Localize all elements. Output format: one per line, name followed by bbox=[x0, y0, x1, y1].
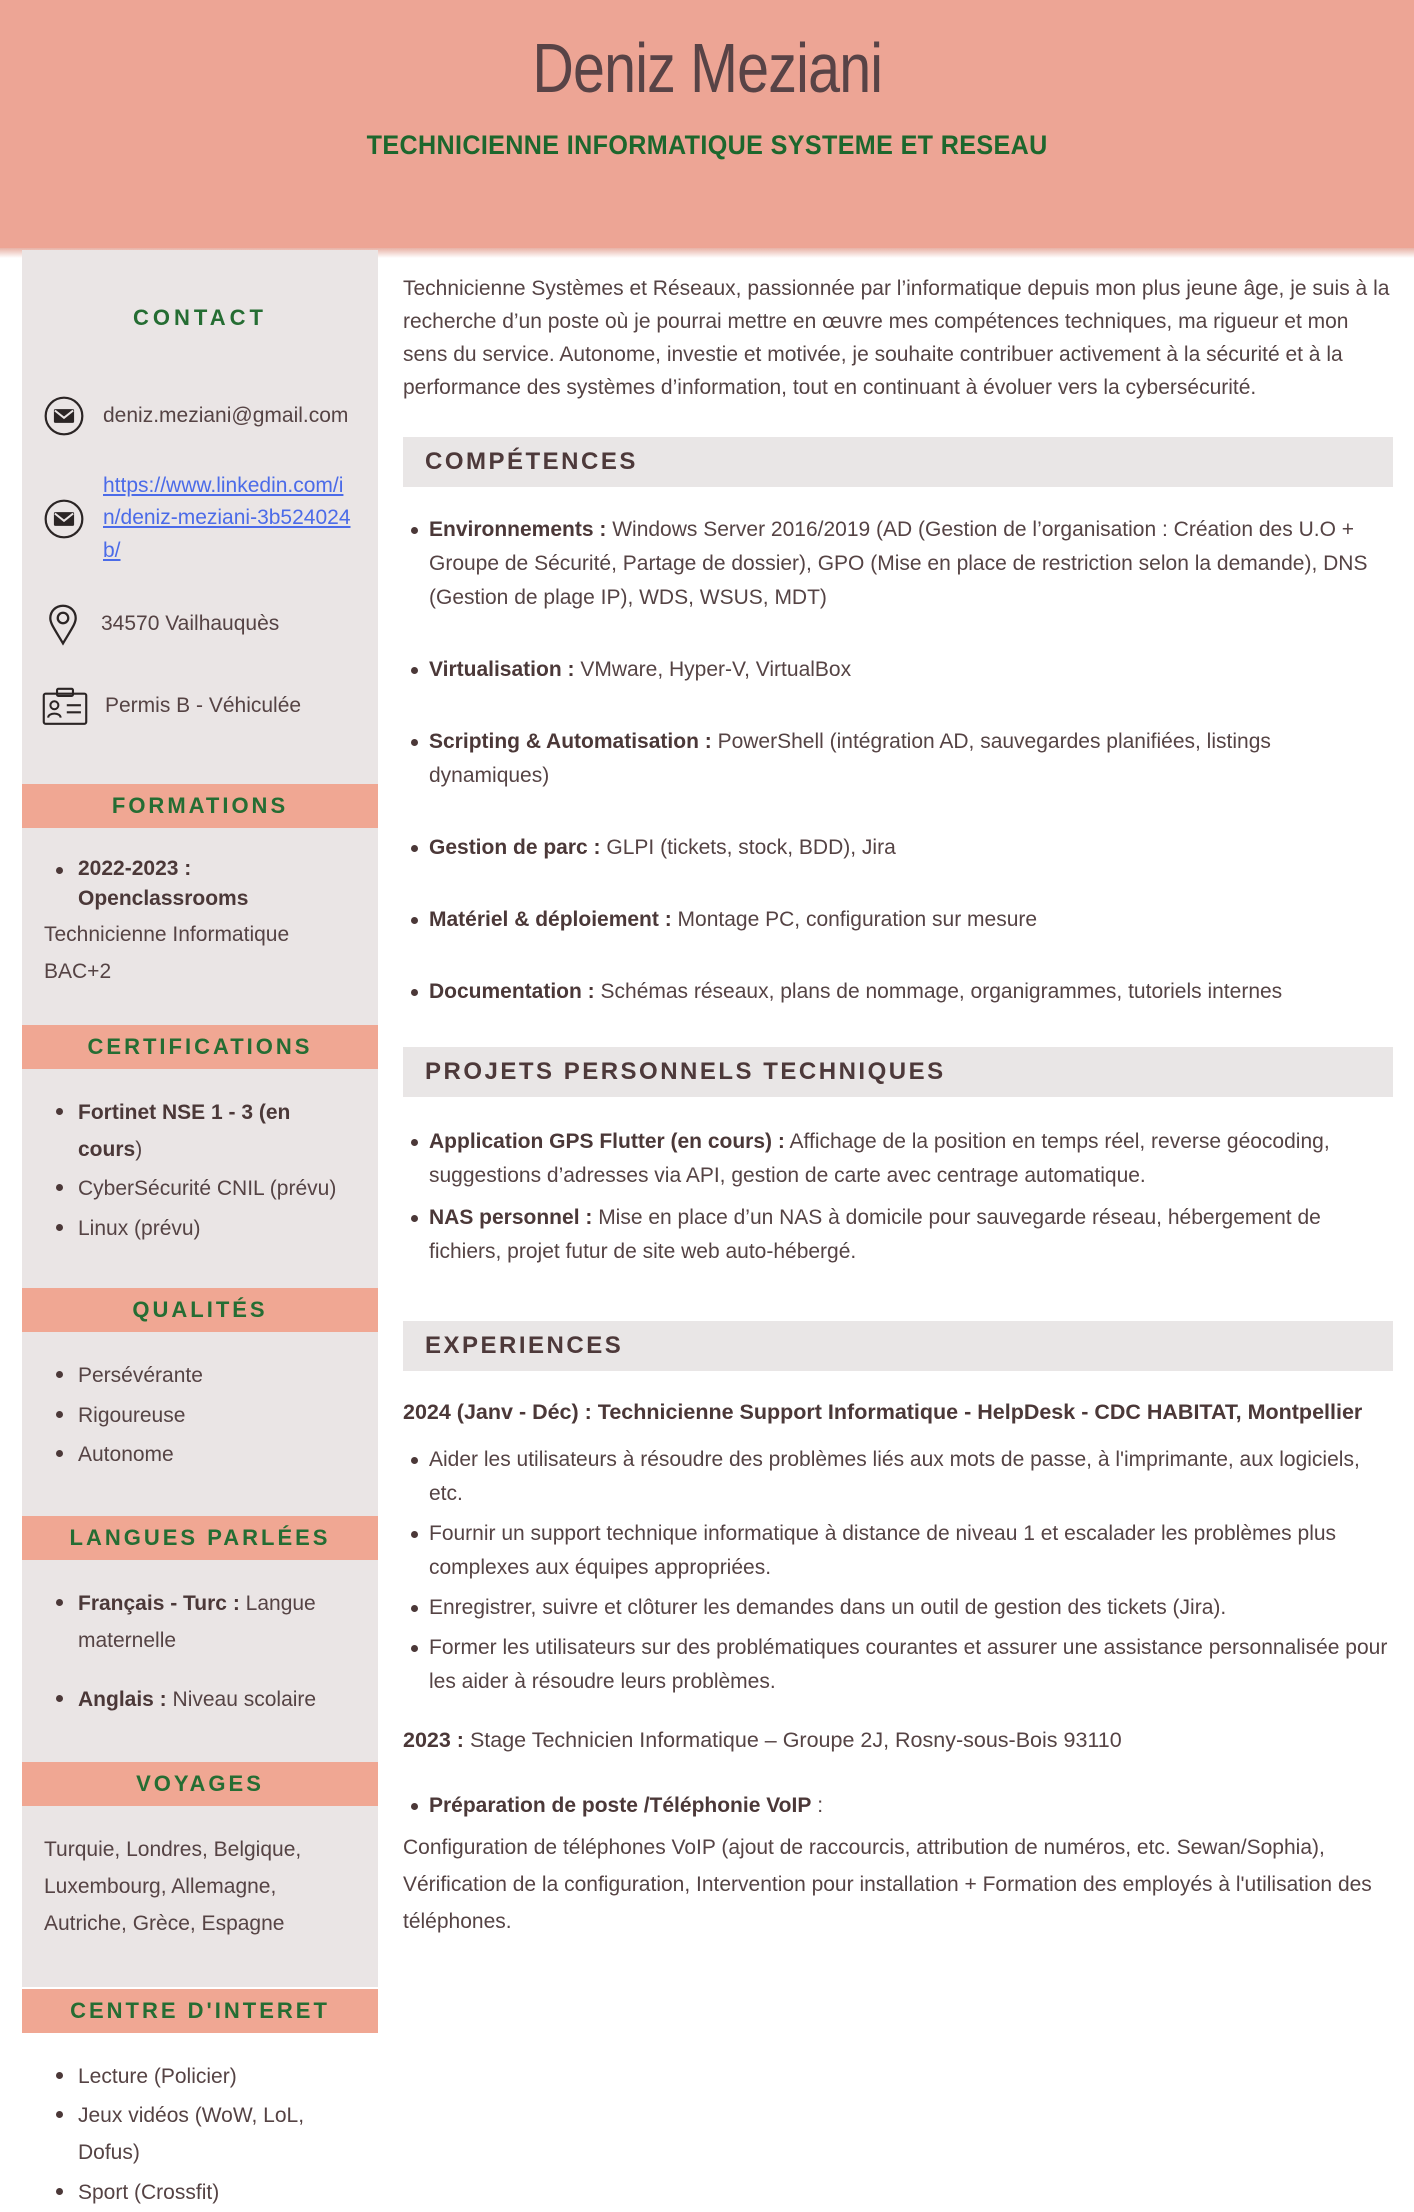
qualities-block bbox=[22, 1332, 378, 1474]
certification-item: CyberSécurité CNIL (prévu) bbox=[44, 1171, 356, 1208]
contact-linkedin-row bbox=[22, 470, 378, 568]
permit-text: Permis B - Véhiculée bbox=[105, 694, 302, 718]
projects-section-header bbox=[403, 1047, 1393, 1097]
interests-block bbox=[22, 2033, 378, 2212]
main-column bbox=[403, 250, 1393, 1940]
formation-item: 2022-2023 : Openclassrooms bbox=[44, 854, 356, 915]
project-item: Application GPS Flutter (en cours) : Affichage de la position en temps réel, reverse géocoding, suggestions d’adresses via API, gestion de carte avec centrage automatique. bbox=[403, 1125, 1393, 1193]
duty-item: Aider les utilisateurs à résoudre des problèmes liés aux mots de passe, à l'imprimante, aux logiciels, etc. bbox=[403, 1443, 1393, 1511]
person-name: Deniz Meziani bbox=[532, 29, 882, 107]
travels-section-title: VOYAGES bbox=[22, 1762, 378, 1806]
envelope-icon bbox=[42, 497, 86, 541]
interest-item: Jeux vidéos (WoW, LoL, Dofus) bbox=[44, 2098, 356, 2172]
contact-email-row bbox=[22, 394, 378, 438]
sidebar bbox=[22, 250, 378, 2204]
certification-item: Linux (prévu) bbox=[44, 1211, 356, 1248]
quality-item: Rigoureuse bbox=[44, 1398, 356, 1435]
projects-section-title: PROJETS PERSONNELS TECHNIQUES bbox=[425, 1058, 946, 1085]
job-heading-2024: 2024 (Janv - Déc) : Technicienne Support Informatique - HelpDesk - CDC HABITAT, Montpellier bbox=[403, 1400, 1363, 1424]
location-text: 34570 Vailhauquès bbox=[101, 612, 280, 636]
language-item: Anglais : Niveau scolaire bbox=[44, 1682, 356, 1719]
skills-section-title: COMPÉTENCES bbox=[425, 448, 638, 475]
formation-line: BAC+2 bbox=[44, 960, 112, 984]
skill-item: Matériel & déploiement : Montage PC, configuration sur mesure bbox=[403, 903, 1393, 937]
duty-item: Préparation de poste /Téléphonie VoIP : bbox=[403, 1789, 1393, 1823]
travels-text: Turquie, Londres, Belgique, Luxembourg, Allemagne, Autriche, Grèce, Espagne bbox=[44, 1838, 302, 1935]
skill-item: Scripting & Automatisation : PowerShell (intégration AD, sauvegardes planifiées, listings dynamiques) bbox=[403, 725, 1393, 793]
languages-section-title: LANGUES PARLÉES bbox=[22, 1516, 378, 1560]
job-2023-description: Configuration de téléphones VoIP (ajout de raccourcis, attribution de numéros, etc. Sewan/Sophia), Vérification de la configuration, Intervention pour installation + Formation des employés à l'utilisation des téléphones. bbox=[403, 1836, 1372, 1933]
linkedin-link[interactable]: https://www.linkedin.com/in/deniz-meziani-3b524024b/ bbox=[103, 473, 351, 562]
interest-item: Lecture (Policier) bbox=[44, 2059, 356, 2096]
formations-block bbox=[22, 828, 378, 991]
contact-location-row bbox=[22, 602, 378, 648]
duty-item: Former les utilisateurs sur des problématiques courantes et assurer une assistance personnalisée pour les aider à résoudre leurs problèmes. bbox=[403, 1631, 1393, 1699]
job-heading-2023: 2023 : Stage Technicien Informatique – Groupe 2J, Rosny-sous-Bois 93110 bbox=[403, 1728, 1122, 1752]
experience-section-header bbox=[403, 1321, 1393, 1371]
id-card-icon bbox=[42, 686, 88, 728]
formation-line: Technicienne Informatique bbox=[44, 923, 290, 947]
formations-section-title: FORMATIONS bbox=[22, 784, 378, 828]
location-pin-icon bbox=[42, 602, 84, 648]
quality-item: Persévérante bbox=[44, 1358, 356, 1395]
skills-section-header bbox=[403, 437, 1393, 487]
job-2024-duties-list bbox=[403, 1443, 1393, 1699]
contact-permit-row bbox=[22, 686, 378, 728]
email-address: deniz.meziani@gmail.com bbox=[103, 403, 349, 427]
profile-summary: Technicienne Systèmes et Réseaux, passionnée par l’informatique depuis mon plus jeune âge, je suis à la recherche d’un poste où je pourrai mettre en œuvre mes compétences techniques, ma rigueur et mon sens du service. Autonome, investie et motivée, je souhaite contribuer activement à la sécurité et à la performance des systèmes d’information, tout en continuant à évoluer vers la cybersécurité. bbox=[403, 277, 1390, 399]
contact-section-title: CONTACT bbox=[133, 305, 267, 330]
header-banner bbox=[0, 0, 1414, 248]
duty-item: Fournir un support technique informatique à distance de niveau 1 et escalader les problèmes plus complexes aux équipes appropriées. bbox=[403, 1517, 1393, 1585]
certifications-section-title: CERTIFICATIONS bbox=[22, 1025, 378, 1069]
skill-item: Environnements : Windows Server 2016/2019 (AD (Gestion de l’organisation : Création des U.O + Groupe de Sécurité, Partage de dossier), GPO (Mise en place de restriction selon la demande), DNS (Gestion de plage IP), WDS, WSUS, MDT) bbox=[403, 513, 1393, 615]
quality-item: Autonome bbox=[44, 1437, 356, 1474]
qualities-section-title: QUALITÉS bbox=[22, 1288, 378, 1332]
interest-item: Sport (Crossfit) bbox=[44, 2175, 356, 2212]
job-title: TECHNICIENNE INFORMATIQUE SYSTEME ET RESEAU bbox=[366, 130, 1048, 160]
experience-section-title: EXPERIENCES bbox=[425, 1332, 624, 1359]
languages-block bbox=[22, 1560, 378, 1718]
certification-item: Fortinet NSE 1 - 3 (en cours) bbox=[44, 1095, 356, 1169]
travels-block bbox=[22, 1806, 378, 1942]
project-item: NAS personnel : Mise en place d’un NAS à domicile pour sauvegarde réseau, hébergement de fichiers, projet futur de site web auto-hébergé. bbox=[403, 1201, 1393, 1269]
skills-list bbox=[403, 513, 1393, 1009]
envelope-icon bbox=[42, 394, 86, 438]
projects-list bbox=[403, 1125, 1393, 1269]
language-item: Français - Turc : Langue maternelle bbox=[44, 1586, 356, 1660]
skill-item: Documentation : Schémas réseaux, plans de nommage, organigrammes, tutoriels internes bbox=[403, 975, 1393, 1009]
job-2023-duties-list bbox=[403, 1789, 1393, 1823]
skill-item: Virtualisation : VMware, Hyper-V, VirtualBox bbox=[403, 653, 1393, 687]
interests-section-title: CENTRE D'INTERET bbox=[22, 1989, 378, 2033]
skill-item: Gestion de parc : GLPI (tickets, stock, BDD), Jira bbox=[403, 831, 1393, 865]
certifications-block bbox=[22, 1069, 378, 1248]
duty-item: Enregistrer, suivre et clôturer les demandes dans un outil de gestion des tickets (Jira). bbox=[403, 1591, 1393, 1625]
